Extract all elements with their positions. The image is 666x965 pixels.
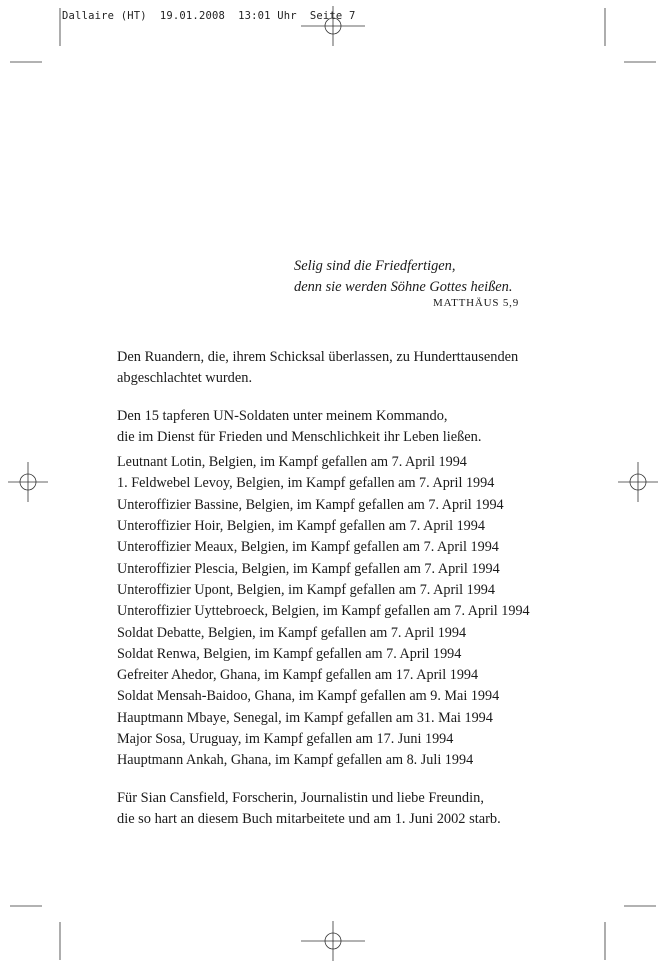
- dedication-rwandans: [117, 347, 557, 390]
- fallen-soldiers-list: [117, 452, 557, 771]
- epigraph-source: MATTHÄUS 5,9: [433, 297, 519, 309]
- dedication-block: [117, 347, 557, 830]
- soldiers-intro-line-2: die im Dienst für Frieden und Menschlichkeit ihr Leben ließen.: [117, 428, 482, 445]
- epigraph-line-2: denn sie werden Söhne Gottes heißen.: [294, 279, 513, 295]
- dedication-soldiers-intro: [117, 406, 557, 449]
- sian-line-2: die so hart an diesem Buch mitarbeitete und am 1. Juni 2002 starb.: [117, 810, 501, 827]
- registration-mark-left: [8, 462, 48, 502]
- list-item: Unteroffizier Meaux, Belgien, im Kampf gefallen am 7. April 1994: [117, 539, 499, 556]
- list-item: Unteroffizier Plescia, Belgien, im Kampf gefallen am 7. April 1994: [117, 560, 500, 577]
- soldiers-intro-line-1: Den 15 tapferen UN-Soldaten unter meinem Kommando,: [117, 407, 448, 424]
- sian-line-1: Für Sian Cansfield, Forscherin, Journalistin und liebe Freundin,: [117, 789, 484, 806]
- list-item: Unteroffizier Bassine, Belgien, im Kampf gefallen am 7. April 1994: [117, 496, 504, 513]
- list-item: Soldat Mensah-Baidoo, Ghana, im Kampf gefallen am 9. Mai 1994: [117, 688, 500, 705]
- list-item: Unteroffizier Upont, Belgien, im Kampf gefallen am 7. April 1994: [117, 581, 495, 598]
- registration-mark-bottom: [301, 921, 365, 961]
- epigraph-quote: [294, 256, 524, 298]
- list-item: Major Sosa, Uruguay, im Kampf gefallen am 17. Juni 1994: [117, 731, 454, 748]
- list-item: Soldat Renwa, Belgien, im Kampf gefallen am 7. April 1994: [117, 645, 462, 662]
- print-slug-header: Dallaire (HT) 19.01.2008 13:01 Uhr Seite 7: [62, 10, 356, 22]
- list-item: Hauptmann Ankah, Ghana, im Kampf gefallen am 8. Juli 1994: [117, 752, 474, 769]
- dedication-sian: [117, 788, 557, 831]
- dedication-rwandans-line-2: abgeschlachtet wurden.: [117, 370, 253, 387]
- registration-mark-right: [618, 462, 658, 502]
- list-item: Hauptmann Mbaye, Senegal, im Kampf gefallen am 31. Mai 1994: [117, 709, 493, 726]
- list-item: Leutnant Lotin, Belgien, im Kampf gefallen am 7. April 1994: [117, 454, 467, 471]
- list-item: Gefreiter Ahedor, Ghana, im Kampf gefallen am 17. April 1994: [117, 667, 479, 684]
- list-item: Unteroffizier Hoir, Belgien, im Kampf gefallen am 7. April 1994: [117, 518, 485, 535]
- epigraph-line-1: Selig sind die Friedfertigen,: [294, 258, 456, 274]
- list-item: Unteroffizier Uyttebroeck, Belgien, im Kampf gefallen am 7. April 1994: [117, 603, 530, 620]
- dedication-rwandans-line-1: Den Ruandern, die, ihrem Schicksal überlassen, zu Hunderttausenden: [117, 349, 519, 365]
- list-item: 1. Feldwebel Levoy, Belgien, im Kampf gefallen am 7. April 1994: [117, 475, 495, 492]
- list-item: Soldat Debatte, Belgien, im Kampf gefallen am 7. April 1994: [117, 624, 467, 641]
